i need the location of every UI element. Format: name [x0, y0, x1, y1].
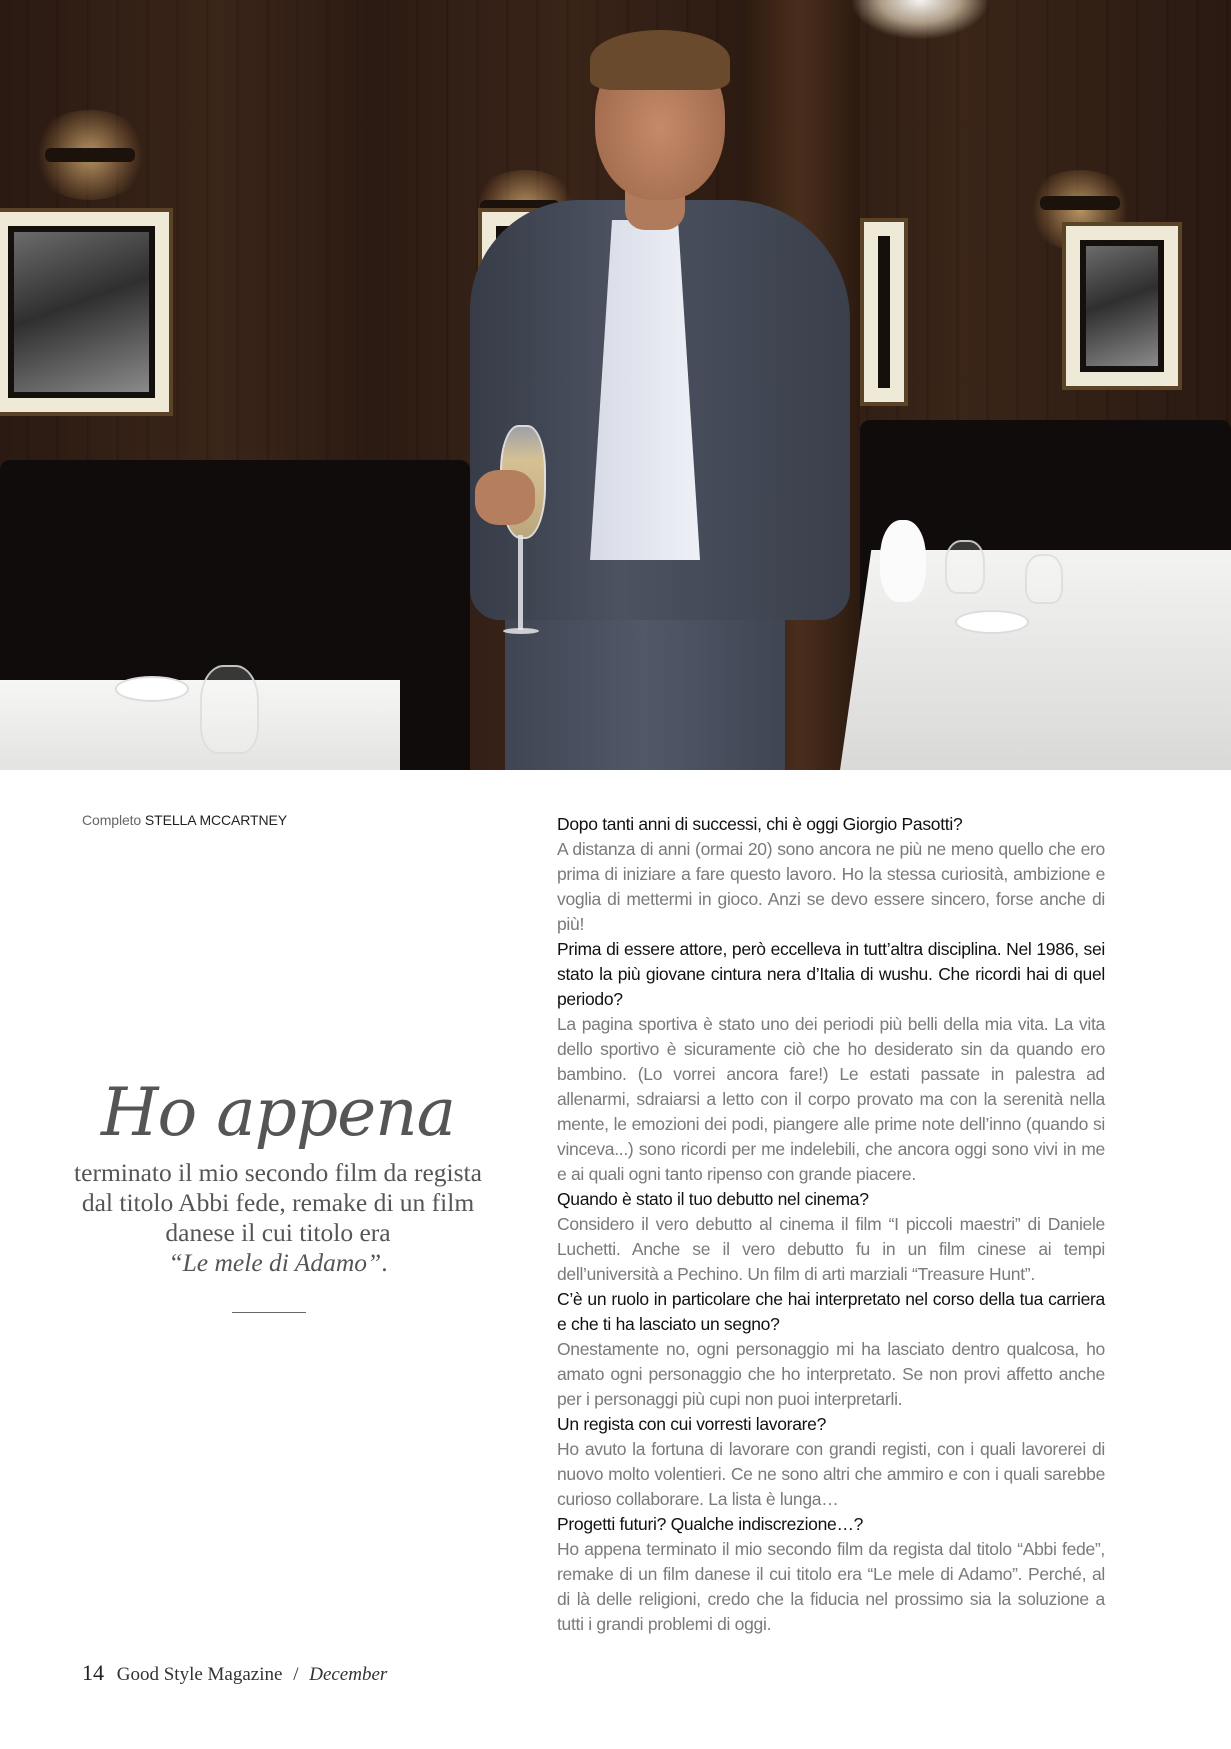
vase	[880, 520, 926, 602]
issue-month: December	[309, 1664, 388, 1685]
pull-quote-text: terminato il mio secondo film da regista dal titolo Abbi fede, remake di un film danese il cui titolo era	[74, 1158, 482, 1247]
interview-column	[557, 812, 1105, 1637]
interview-question: Un regista con cui vorresti lavorare?	[557, 1414, 827, 1434]
champagne-stem	[518, 535, 523, 630]
credit-brand: STELLA MCCARTNEY	[144, 812, 287, 828]
wine-glass	[1025, 554, 1063, 604]
man-hand	[475, 470, 535, 525]
water-glass	[200, 665, 259, 754]
pull-quote	[68, 1074, 488, 1278]
interview-question: Prima di essere attore, però eccelleva in tutt’altra disciplina. Nel 1986, sei stato la più giovane cintura nera d’Italia di wushu. Che ricordi hai di quel periodo?	[557, 939, 1105, 1009]
interview-answer: Ho avuto la fortuna di lavorare con grandi registi, con i quali lavorerei di nuovo molto volentieri. Ce ne sono altri che ammiro e con i quali sarebbe curioso collaborare. La lista è lunga…	[557, 1439, 1105, 1509]
wall-frame-left	[0, 208, 173, 416]
pull-quote-body	[68, 1158, 488, 1278]
wardrobe-credit	[82, 812, 287, 828]
wall-frame-mid	[860, 218, 908, 406]
pull-quote-title: “Le mele di Adamo”	[168, 1248, 382, 1277]
interview-question: Quando è stato il tuo debutto nel cinema?	[557, 1189, 869, 1209]
plate	[115, 676, 189, 702]
interview-answer: A distanza di anni (ormai 20) sono ancora ne più ne meno quello che ero prima di iniziare a fare questo lavoro. Ho la stessa curiosità, ambizione e voglia di mettermi in gioco. Anzi se devo essere sincero, forse anche di più!	[557, 839, 1105, 934]
chandelier	[850, 0, 990, 40]
plate	[955, 610, 1029, 634]
pull-quote-end: .	[381, 1248, 388, 1277]
magazine-name: Good Style Magazine	[116, 1664, 283, 1685]
pull-quote-rule	[232, 1312, 306, 1313]
interview-answer: La pagina sportiva è stato uno dei periodi più belli della mia vita. La vita dello sportivo è sicuramente ciò che ho desiderato sin da quando ero bambino. (Lo vorrei ancora fare!) Le estati passate in palestra ad allenarmi, sdraiarsi a letto con il corpo provato ma con la serenità nella mente, le emozioni dei podi, piangere alle prime note dell’inno (quando si vinceva...) sono ricordi per me indelebili, che ancora oggi sono vivi in me e ai quali ogni tanto ripenso con grande piacere.	[557, 1014, 1105, 1184]
wall-lamp	[1040, 196, 1120, 210]
page-number: 14	[82, 1660, 104, 1685]
credit-prefix: Completo	[82, 812, 142, 828]
interview-question: C’è un ruolo in particolare che hai interpretato nel corso della tua carriera e che ti ha lasciato un segno?	[557, 1289, 1105, 1334]
interview-answer: Onestamente no, ogni personaggio mi ha lasciato dentro qualcosa, ho amato ogni personaggio che ho interpretato. Se non provi affetto anche per i personaggi più cupi non puoi interpretarli.	[557, 1339, 1105, 1409]
page-footer	[82, 1660, 387, 1686]
interview-question: Dopo tanti anni di successi, chi è oggi Giorgio Pasotti?	[557, 814, 963, 834]
wall-frame-right	[1062, 222, 1182, 390]
interview-question: Progetti futuri? Qualche indiscrezione…?	[557, 1514, 864, 1534]
man-hair	[590, 30, 730, 90]
interview-answer: Ho appena terminato il mio secondo film da regista dal titolo “Abbi fede”, remake di un film danese il cui titolo era “Le mele di Adamo”. Perché, al di là delle religioni, credo che la fiducia nel prossimo sia la soluzione a tutti i grandi problemi di oggi.	[557, 1539, 1105, 1634]
interview-answer: Considero il vero debutto al cinema il film “I piccoli maestri” di Daniele Luchetti. Anche se il vero debutto fu in un film cinese ai tempi dell’università a Pechino. Un film di arti marziali “Treasure Hunt”.	[557, 1214, 1105, 1284]
wine-glass	[945, 540, 985, 594]
pull-quote-lead: Ho appena	[100, 1074, 456, 1151]
hero-photo	[0, 0, 1231, 770]
wall-lamp	[45, 148, 135, 162]
footer-separator: /	[293, 1664, 299, 1685]
champagne-base	[503, 628, 539, 634]
